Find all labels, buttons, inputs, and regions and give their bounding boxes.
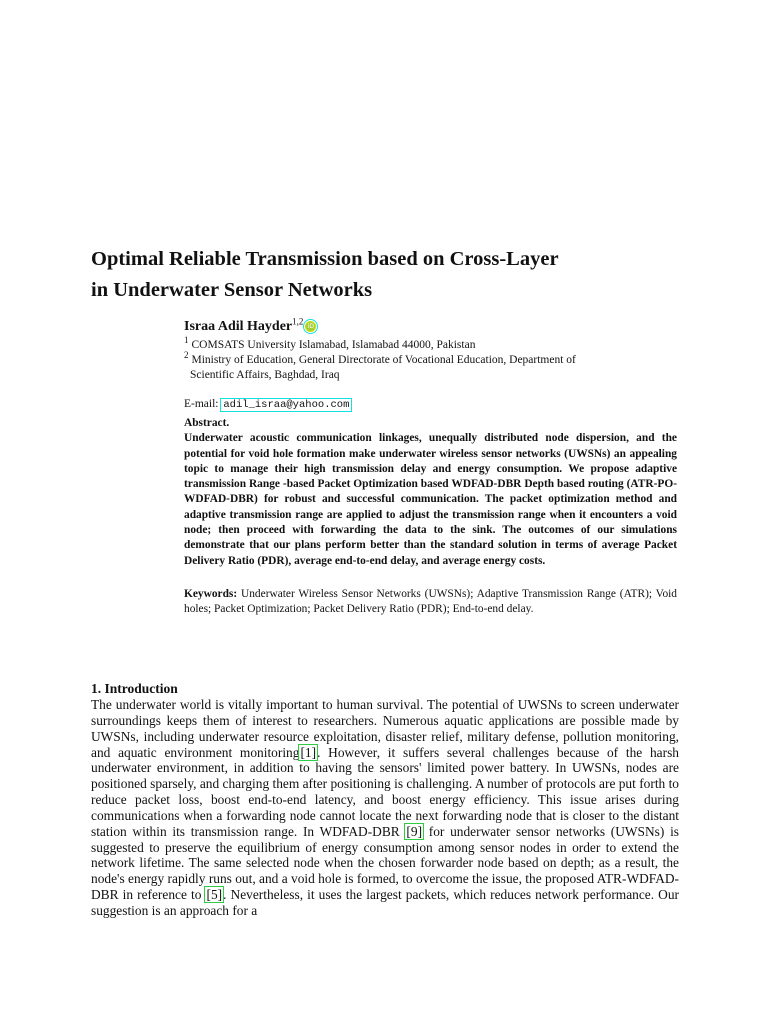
affiliation-2-number: 2 <box>184 350 189 361</box>
affiliation-1-text: COMSATS University Islamabad, Islamabad 44000, Pakistan <box>191 339 476 351</box>
paper-title <box>91 244 691 306</box>
author-affiliation-marks: 1,2 <box>292 316 304 327</box>
intro-text-1: The underwater world is vitally important to human survival. The potential of UWSNs to screen underwater surroundings keeps them of interest to researchers. Numerous aquatic applications are possible made by UWSNs, including underwater resource exploitation, disaster relief, military defense, pollution monitoring, and aquatic environment monitoring <box>91 697 679 760</box>
intro-text-3: for underwater sensor networks (UWSNs) is suggested to preserve the equilibrium of energy consumption among sensor nodes in order to extend the network lifetime. The same selected node when the chosen forwarder node based on depth; as a result, the node's energy rapidly runs out, and a void hole is formed, to overcome the issue, the proposed ATR-WDFAD-DBR in reference to <box>91 823 680 903</box>
abstract-heading: Abstract. <box>184 417 230 429</box>
email-link[interactable]: adil_israa@yahoo.com <box>223 399 350 411</box>
author-line <box>184 318 684 335</box>
intro-text-4: . Nevertheless, it uses the largest packets, which reduces network performance. Our suggestion is an approach for a <box>91 887 679 918</box>
affiliation-2 <box>184 350 684 368</box>
citation-link-5[interactable]: [5] <box>206 887 223 903</box>
abstract <box>184 416 677 569</box>
affiliation-list <box>184 335 684 383</box>
author-block <box>184 318 684 413</box>
keywords-label: Keywords: <box>184 588 238 600</box>
affiliation-2-continued: Scientific Affairs, Baghdad, Iraq <box>190 369 340 381</box>
keywords <box>184 587 677 618</box>
orcid-icon[interactable]: iD <box>305 321 316 332</box>
email-line <box>184 396 684 413</box>
title-line-2: in Underwater Sensor Networks <box>91 279 373 301</box>
introduction-section <box>91 681 679 919</box>
author-name: Israa Adil Hayder <box>184 319 293 334</box>
keywords-text: Underwater Wireless Sensor Networks (UWSNs); Adaptive Transmission Range (ATR); Void holes; Packet Optimization; Packet Delivery Ratio (PDR); End-to-end delay. <box>184 588 677 616</box>
affiliation-1-number: 1 <box>184 335 189 346</box>
abstract-text: Underwater acoustic communication linkages, unequally distributed node dispersion, and the potential for void hole formation make underwater wireless sensor networks (UWSNs) an appealing topic to manage their high transmission delay and energy consumption. We propose adaptive transmission Range -based Packet Optimization based WDFAD-DBR Depth based routing (ATR-PO-WDFAD-DBR) for robust and successful communication. The packet optimization method and adaptive transmission range are applied to adjust the transmission range when it encounters a void node; then proceed with forwarding the data to the sink. The outcomes of our simulations demonstrate that our plans perform better than the standard solution in terms of average Packet Delivery Ratio (PDR), average end-to-end delay, and average energy costs. <box>184 432 677 567</box>
section-heading: 1. Introduction <box>91 681 178 696</box>
citation-link-1[interactable]: [1] <box>300 744 317 760</box>
intro-paragraph <box>91 697 679 919</box>
title-line-1: Optimal Reliable Transmission based on Cross-Layer <box>91 248 559 270</box>
citation-link-9[interactable]: [9] <box>406 823 423 839</box>
affiliation-1 <box>184 335 684 353</box>
email-label: E-mail: <box>184 398 219 410</box>
intro-text-2: . However, it suffers several challenges because of the harsh underwater environment, in addition to having the sensors' limited power battery. In UWSNs, nodes are positioned sparsely, and charging them after positioning is challenging. A number of protocols are put forth to reduce packet loss, boost end-to-end latency, and boost energy efficiency. This issue arises during communications when a forwarding node cannot locate the next forwarding node that is closer to the distant station within its transmission range. In WDFAD-DBR <box>91 744 679 839</box>
affiliation-2-text: Ministry of Education, General Directorate of Vocational Education, Department of <box>191 354 576 366</box>
